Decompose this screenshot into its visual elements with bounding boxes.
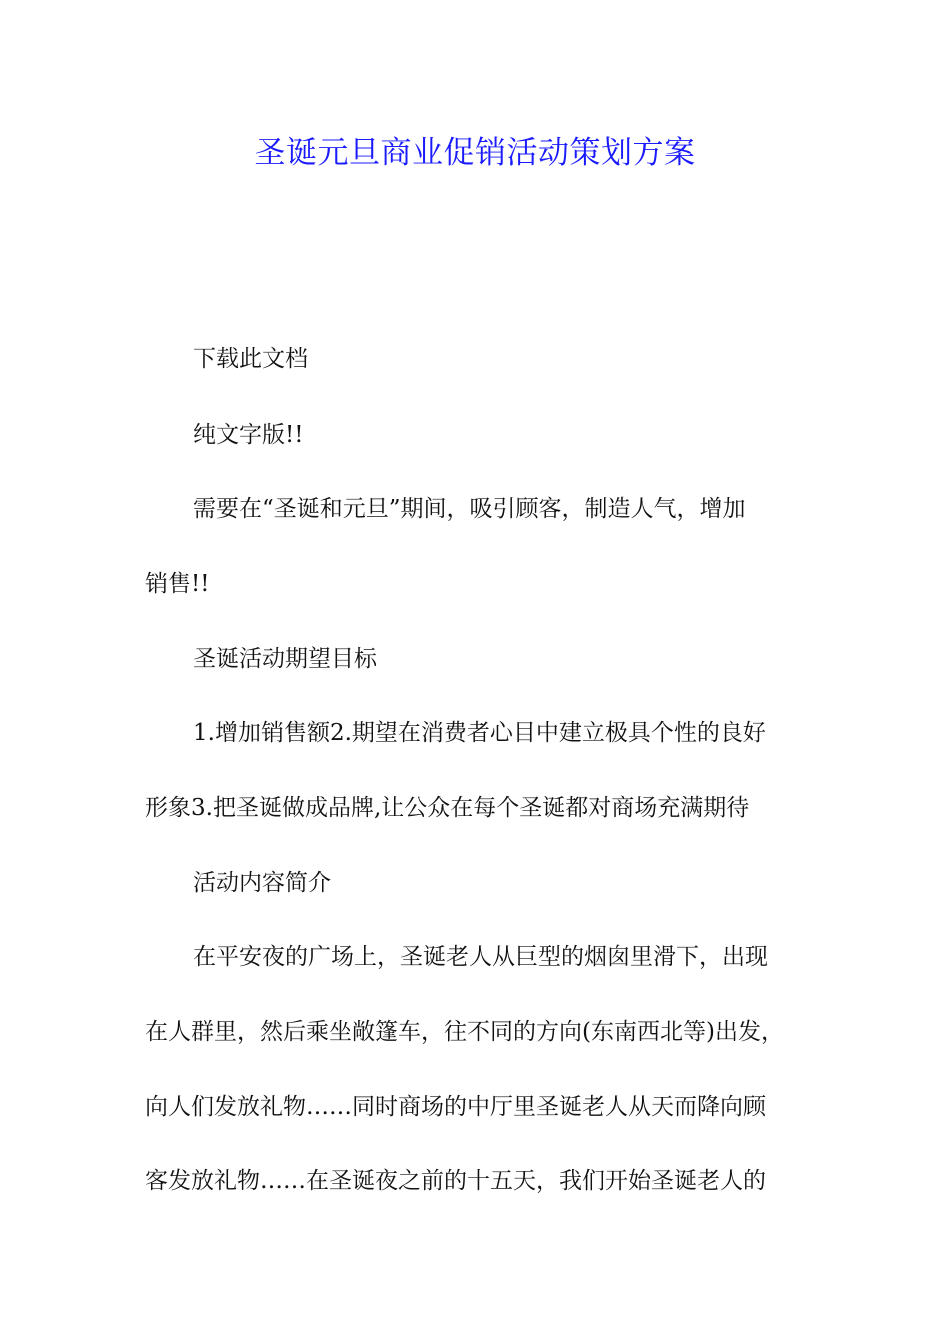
body-line-goals-cont: 形象3.把圣诞做成品牌,让公众在每个圣诞都对商场充满期待 — [145, 795, 750, 821]
document-title: 圣诞元旦商业促销活动策划方案 — [254, 135, 696, 171]
body-line-goals: 1.增加销售额2.期望在消费者心目中建立极具个性的良好 — [193, 720, 766, 746]
body-line-plain-text: 纯文字版!! — [193, 422, 304, 448]
section-heading-goals: 圣诞活动期望目标 — [193, 646, 377, 672]
body-line-content-4: 客发放礼物……在圣诞夜之前的十五天，我们开始圣诞老人的 — [145, 1168, 766, 1194]
body-line-intro-cont: 销售!! — [145, 571, 210, 597]
body-line-intro: 需要在“圣诞和元旦”期间，吸引顾客，制造人气，增加 — [193, 496, 746, 522]
section-heading-content: 活动内容简介 — [193, 870, 331, 896]
body-line-content-1: 在平安夜的广场上，圣诞老人从巨型的烟囱里滑下，出现 — [193, 944, 768, 970]
body-line-download: 下载此文档 — [193, 346, 308, 372]
body-line-content-2: 在人群里，然后乘坐敞篷车，往不同的方向(东南西北等)出发， — [145, 1019, 784, 1045]
body-line-content-3: 向人们发放礼物……同时商场的中厅里圣诞老人从天而降向顾 — [145, 1094, 766, 1120]
